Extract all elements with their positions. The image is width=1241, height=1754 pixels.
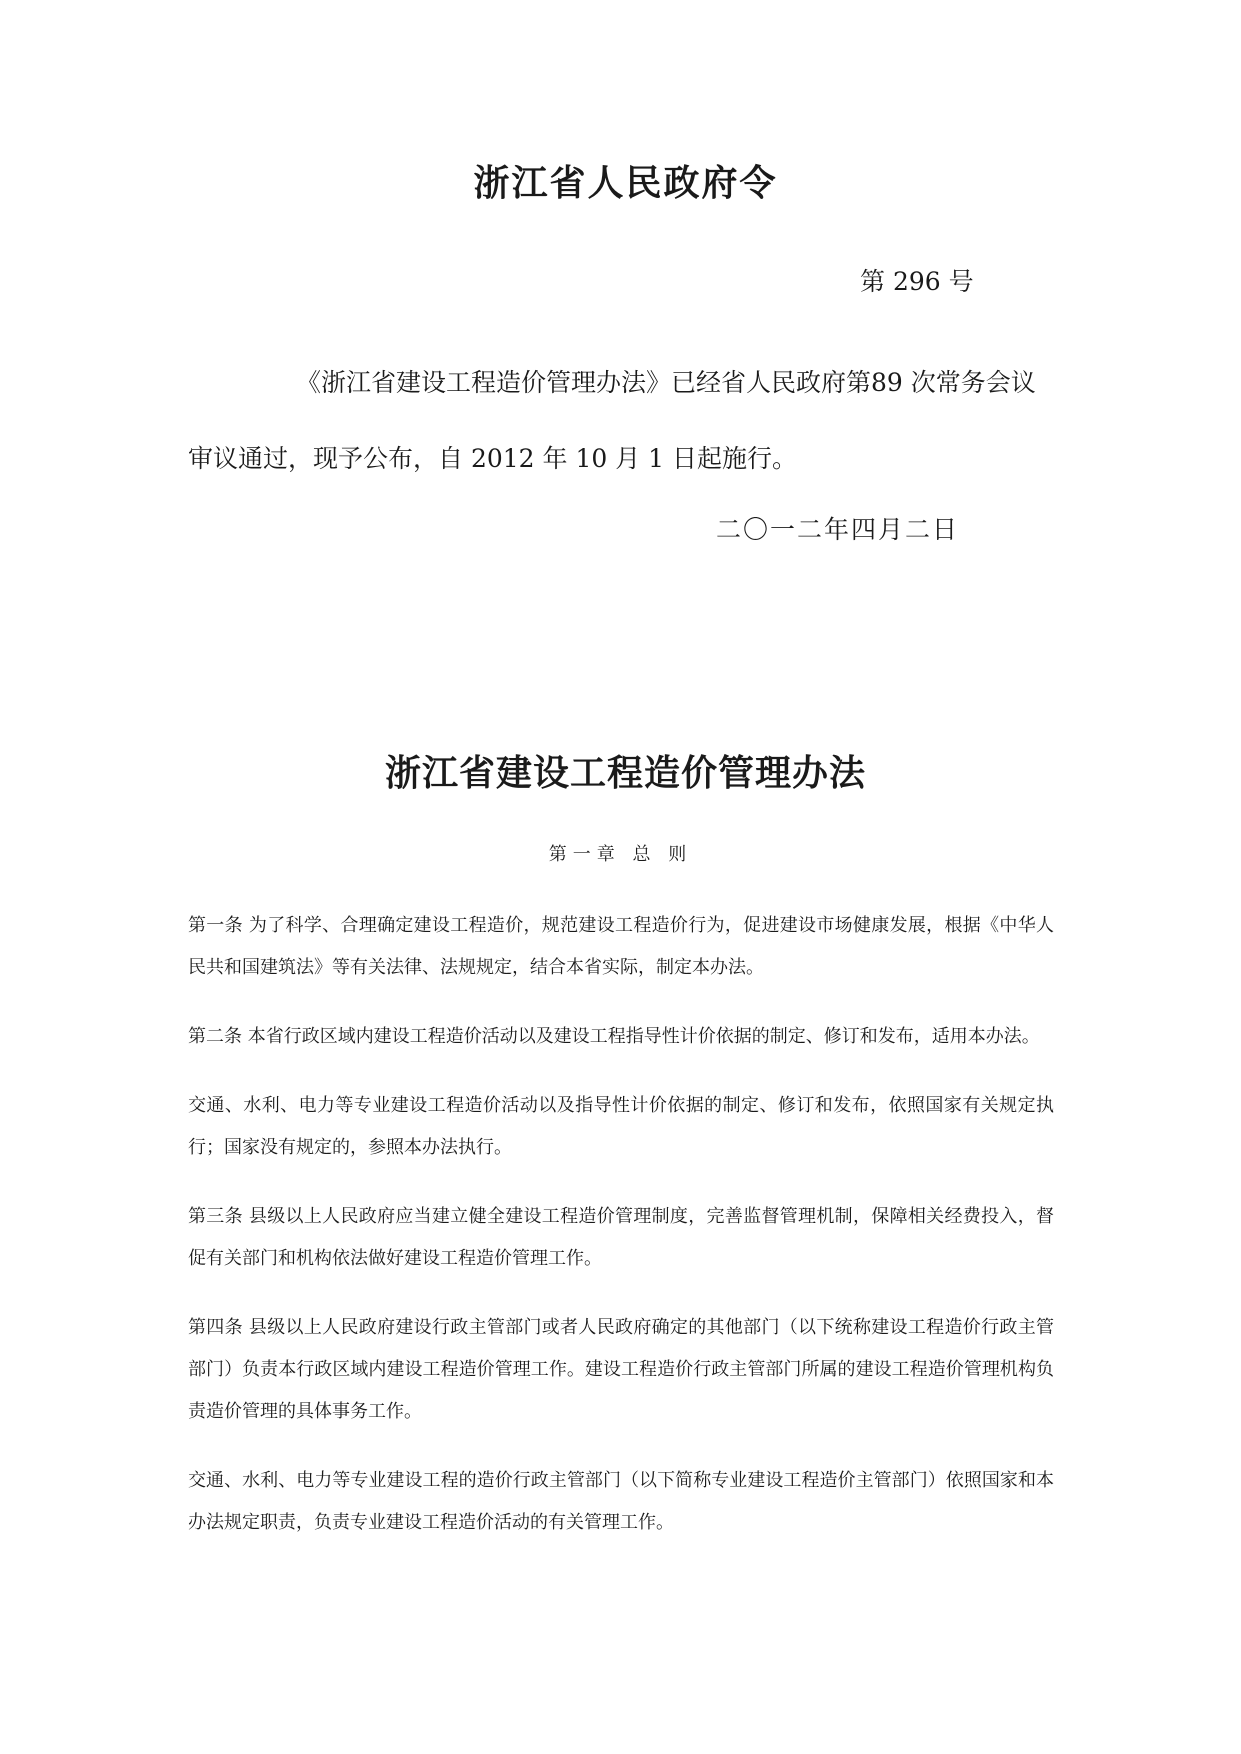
article-paragraph: 第二条 本省行政区域内建设工程造价活动以及建设工程指导性计价依据的制定、修订和发布，适用本办法。 (188, 1026, 1040, 1047)
decree-date: 二〇一二年四月二日 (716, 515, 960, 544)
decree-announcement: 《浙江省建设工程造价管理办法》已经省人民政府第89 次常务会议审议通过，现予公布，自 2012 年 10 月 1 日起施行。 (188, 368, 1036, 473)
article-paragraph: 交通、水利、电力等专业建设工程造价活动以及指导性计价依据的制定、修订和发布，依照国家有关规定执行；国家没有规定的，参照本办法执行。 (188, 1095, 1054, 1158)
article-list (188, 905, 1054, 1571)
regulation-title: 浙江省建设工程造价管理办法 (384, 753, 866, 794)
decree-title: 浙江省人民政府令 (473, 163, 778, 204)
article-paragraph: 第三条 县级以上人民政府应当建立健全建设工程造价管理制度，完善监督管理机制，保障相关经费投入，督促有关部门和机构依法做好建设工程造价管理工作。 (188, 1206, 1054, 1269)
article-paragraph: 第一条 为了科学、合理确定建设工程造价，规范建设工程造价行为，促进建设市场健康发展，根据《中华人民共和国建筑法》等有关法律、法规规定，结合本省实际，制定本办法。 (188, 915, 1054, 978)
article-paragraph: 交通、水利、电力等专业建设工程的造价行政主管部门（以下简称专业建设工程造价主管部门）依照国家和本办法规定职责，负责专业建设工程造价活动的有关管理工作。 (188, 1470, 1054, 1533)
decree-number: 第 296 号 (860, 267, 974, 296)
article-paragraph: 第四条 县级以上人民政府建设行政主管部门或者人民政府确定的其他部门（以下统称建设工程造价行政主管部门）负责本行政区域内建设工程造价管理工作。建设工程造价行政主管部门所属的建设工程造价管理机构负责造价管理的具体事务工作。 (188, 1317, 1054, 1422)
chapter-heading: 第一章 总 则 (548, 844, 693, 865)
